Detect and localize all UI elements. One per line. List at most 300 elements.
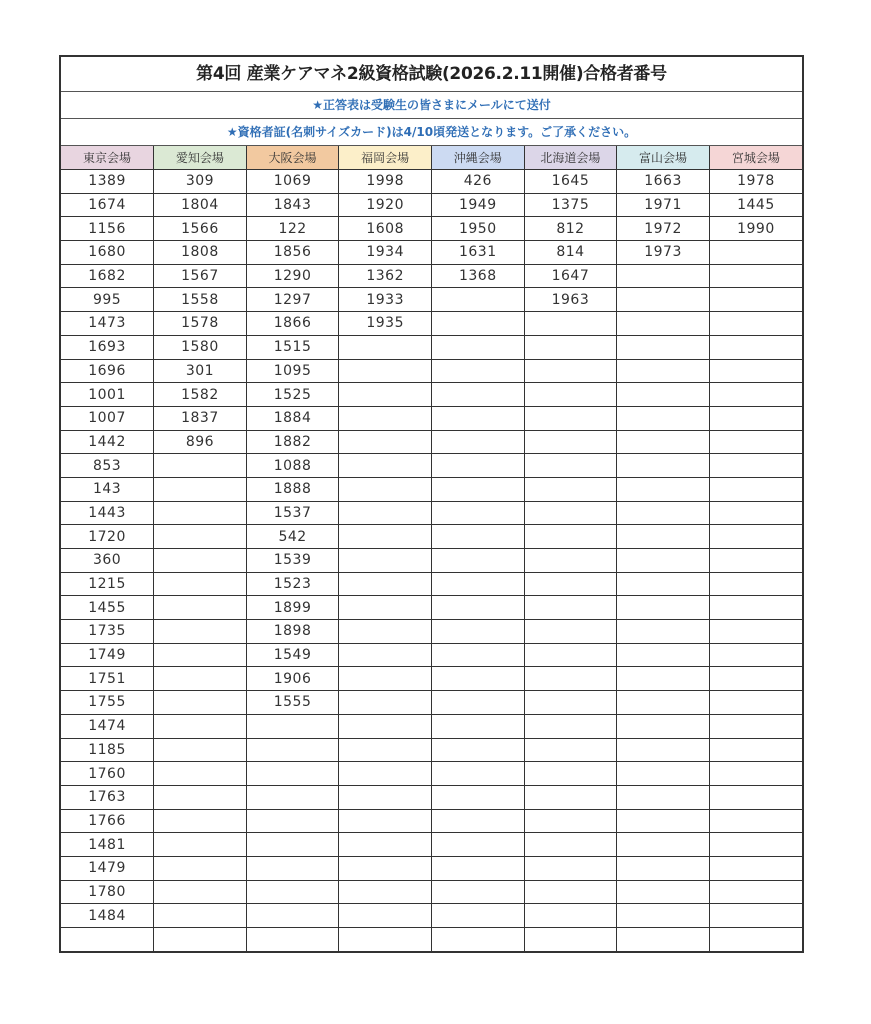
passer-number-cell (617, 288, 710, 312)
passer-number-cell (154, 620, 247, 644)
passer-number-cell (524, 880, 617, 904)
passer-number-cell: 1935 (339, 312, 432, 336)
table-row (61, 667, 802, 691)
table-row (61, 596, 802, 620)
passer-number-cell: 1455 (61, 596, 154, 620)
table-row (61, 880, 802, 904)
passer-number-cell (709, 856, 802, 880)
passer-number-cell: 1856 (246, 241, 339, 265)
passer-number-cell: 143 (61, 477, 154, 501)
passer-number-cell (154, 785, 247, 809)
passer-number-cell: 896 (154, 430, 247, 454)
venue-header: 沖縄会場 (432, 146, 525, 170)
passer-number-cell (154, 501, 247, 525)
passer-number-cell (709, 359, 802, 383)
passer-number-cell: 1735 (61, 620, 154, 644)
passer-number-cell (524, 904, 617, 928)
table-row (61, 501, 802, 525)
passer-number-cell (524, 454, 617, 478)
passer-number-cell: 1696 (61, 359, 154, 383)
passer-number-cell (339, 477, 432, 501)
passer-number-cell: 1780 (61, 880, 154, 904)
table-row (61, 833, 802, 857)
passer-number-cell (432, 454, 525, 478)
passer-number-cell (339, 501, 432, 525)
passer-number-cell (617, 596, 710, 620)
passer-number-cell (709, 928, 802, 951)
passer-number-cell (709, 714, 802, 738)
passer-number-cell (709, 549, 802, 573)
passer-number-cell (524, 406, 617, 430)
passer-number-cell (432, 383, 525, 407)
passer-number-cell: 1095 (246, 359, 339, 383)
passer-number-cell (617, 904, 710, 928)
passer-number-cell (524, 383, 617, 407)
passer-number-cell: 1156 (61, 217, 154, 241)
venue-header: 愛知会場 (154, 146, 247, 170)
passer-number-cell (432, 477, 525, 501)
passer-number-cell: 1971 (617, 193, 710, 217)
note-answer-sheet: ★正答表は受験生の皆さまにメールにて送付 (61, 92, 802, 119)
passer-number-cell (617, 833, 710, 857)
passer-number-cell (154, 738, 247, 762)
passer-number-cell (246, 785, 339, 809)
passer-number-cell: 1990 (709, 217, 802, 241)
passer-number-cell: 1566 (154, 217, 247, 241)
passer-number-cell: 1808 (154, 241, 247, 265)
passer-number-cell (617, 809, 710, 833)
passer-number-cell (617, 264, 710, 288)
passer-number-cell: 1362 (339, 264, 432, 288)
passer-number-cell: 1368 (432, 264, 525, 288)
passer-number-cell (524, 643, 617, 667)
passer-number-cell: 360 (61, 549, 154, 573)
passer-number-cell: 1389 (61, 170, 154, 194)
passer-number-cell (154, 714, 247, 738)
passer-number-cell: 1525 (246, 383, 339, 407)
passer-number-cell (617, 477, 710, 501)
passer-number-cell (339, 430, 432, 454)
passer-number-cell: 1866 (246, 312, 339, 336)
passer-number-cell: 1442 (61, 430, 154, 454)
passer-number-cell (432, 714, 525, 738)
passer-number-cell: 1906 (246, 667, 339, 691)
passer-number-cell: 1973 (617, 241, 710, 265)
passer-number-cell (339, 691, 432, 715)
passer-number-cell: 1882 (246, 430, 339, 454)
passer-number-cell: 1481 (61, 833, 154, 857)
passer-number-cell (339, 809, 432, 833)
passer-number-cell (246, 762, 339, 786)
table-row (61, 620, 802, 644)
passer-number-cell (709, 596, 802, 620)
passer-number-cell (709, 383, 802, 407)
passer-number-cell (524, 785, 617, 809)
passer-number-cell (524, 477, 617, 501)
passer-number-cell (339, 904, 432, 928)
passer-number-cell (432, 904, 525, 928)
passer-number-cell: 1549 (246, 643, 339, 667)
note-certificate: ★資格者証(名刺サイズカード)は4/10頃発送となります。ご了承ください。 (61, 119, 802, 146)
passer-number-cell (154, 904, 247, 928)
passer-number-cell (617, 572, 710, 596)
table-row (61, 904, 802, 928)
passer-number-cell (339, 785, 432, 809)
passer-number-cell (709, 904, 802, 928)
passer-number-cell: 1804 (154, 193, 247, 217)
passer-number-cell: 1898 (246, 620, 339, 644)
passer-number-cell (246, 738, 339, 762)
passer-number-sheet (59, 55, 804, 953)
passer-number-cell (339, 572, 432, 596)
passer-number-cell (339, 762, 432, 786)
table-row (61, 264, 802, 288)
passer-number-cell: 1682 (61, 264, 154, 288)
passer-number-cell (709, 762, 802, 786)
table-row (61, 383, 802, 407)
passer-number-cell (524, 856, 617, 880)
passer-number-cell (339, 738, 432, 762)
passer-number-cell: 1888 (246, 477, 339, 501)
passer-number-cell (154, 572, 247, 596)
passer-number-cell (709, 667, 802, 691)
passer-number-cell (617, 383, 710, 407)
passer-number-cell (617, 620, 710, 644)
table-row (61, 738, 802, 762)
table-row (61, 241, 802, 265)
passer-number-cell: 1647 (524, 264, 617, 288)
table-row (61, 856, 802, 880)
passer-number-cell (432, 785, 525, 809)
passer-number-cell (524, 667, 617, 691)
passer-number-cell: 812 (524, 217, 617, 241)
passer-number-cell (617, 762, 710, 786)
passer-number-cell (524, 335, 617, 359)
passer-number-cell (154, 549, 247, 573)
passer-number-cell (617, 738, 710, 762)
passer-number-cell (246, 880, 339, 904)
passer-number-cell (246, 856, 339, 880)
passer-number-cell (709, 406, 802, 430)
passer-number-cell: 1608 (339, 217, 432, 241)
passer-number-cell (339, 620, 432, 644)
table-row (61, 477, 802, 501)
passer-table-body (61, 170, 802, 951)
passer-number-cell (617, 856, 710, 880)
venue-header: 大阪会場 (246, 146, 339, 170)
passer-number-cell: 1693 (61, 335, 154, 359)
passer-number-cell (154, 667, 247, 691)
passer-number-cell: 1663 (617, 170, 710, 194)
passer-number-cell: 1445 (709, 193, 802, 217)
passer-number-cell: 1680 (61, 241, 154, 265)
passer-number-cell: 1515 (246, 335, 339, 359)
passer-number-cell (524, 596, 617, 620)
passer-number-cell: 1069 (246, 170, 339, 194)
passer-number-cell (617, 643, 710, 667)
passer-number-cell (246, 928, 339, 951)
passer-number-cell: 1645 (524, 170, 617, 194)
passer-number-cell (617, 691, 710, 715)
passer-number-cell (154, 643, 247, 667)
passer-number-cell (617, 928, 710, 951)
passer-number-cell (709, 691, 802, 715)
passer-number-cell: 1473 (61, 312, 154, 336)
passer-number-cell (524, 572, 617, 596)
passer-number-cell (339, 928, 432, 951)
passer-number-cell (339, 454, 432, 478)
venue-header: 東京会場 (61, 146, 154, 170)
passer-number-cell (339, 406, 432, 430)
passer-number-cell (154, 596, 247, 620)
passer-number-cell (432, 501, 525, 525)
passer-number-cell (154, 856, 247, 880)
passer-number-cell (246, 833, 339, 857)
passer-number-cell: 1001 (61, 383, 154, 407)
passer-number-cell (709, 880, 802, 904)
passer-number-cell (524, 501, 617, 525)
passer-number-cell (617, 714, 710, 738)
venue-header: 宮城会場 (709, 146, 802, 170)
passer-number-cell (709, 833, 802, 857)
passer-number-cell: 426 (432, 170, 525, 194)
table-row (61, 288, 802, 312)
passer-number-cell: 995 (61, 288, 154, 312)
passer-number-cell (524, 928, 617, 951)
passer-number-cell (339, 549, 432, 573)
passer-number-cell (432, 288, 525, 312)
table-row (61, 762, 802, 786)
passer-number-cell (154, 477, 247, 501)
passer-number-cell: 1474 (61, 714, 154, 738)
passer-number-cell: 1523 (246, 572, 339, 596)
passer-number-cell (709, 241, 802, 265)
passer-number-cell (246, 809, 339, 833)
passer-number-cell: 1479 (61, 856, 154, 880)
passer-number-cell (524, 549, 617, 573)
table-row (61, 312, 802, 336)
passer-number-cell (432, 620, 525, 644)
passer-number-cell: 1760 (61, 762, 154, 786)
table-row (61, 928, 802, 951)
passer-number-cell (432, 549, 525, 573)
passer-number-cell (617, 430, 710, 454)
passer-number-cell (617, 335, 710, 359)
passer-number-cell (617, 312, 710, 336)
passer-number-cell (709, 335, 802, 359)
passer-number-cell (524, 359, 617, 383)
passer-number-cell: 1539 (246, 549, 339, 573)
passer-number-cell (339, 383, 432, 407)
passer-number-cell (154, 454, 247, 478)
passer-number-cell: 1899 (246, 596, 339, 620)
passer-number-cell: 1920 (339, 193, 432, 217)
passer-number-cell (709, 620, 802, 644)
passer-number-cell (617, 454, 710, 478)
passer-number-cell (432, 928, 525, 951)
table-row (61, 809, 802, 833)
passer-number-cell: 1631 (432, 241, 525, 265)
passer-number-cell (339, 667, 432, 691)
passer-number-cell: 1185 (61, 738, 154, 762)
passer-number-cell: 1749 (61, 643, 154, 667)
passer-number-cell (709, 643, 802, 667)
passer-number-cell (246, 904, 339, 928)
table-row (61, 406, 802, 430)
passer-number-cell: 1558 (154, 288, 247, 312)
passer-number-cell: 1290 (246, 264, 339, 288)
sheet-title: 第4回 産業ケアマネ2級資格試験(2026.2.11開催)合格者番号 (61, 57, 802, 92)
passer-number-cell (432, 430, 525, 454)
passer-number-cell (432, 572, 525, 596)
passer-number-cell (524, 691, 617, 715)
passer-number-cell (154, 762, 247, 786)
table-row (61, 170, 802, 194)
passer-number-cell (61, 928, 154, 951)
passer-number-cell: 1963 (524, 288, 617, 312)
passer-number-cell (709, 312, 802, 336)
table-row (61, 335, 802, 359)
passer-number-cell: 1578 (154, 312, 247, 336)
passer-number-cell (432, 406, 525, 430)
passer-number-cell (432, 880, 525, 904)
passer-number-cell (709, 785, 802, 809)
table-row (61, 785, 802, 809)
table-row (61, 549, 802, 573)
passer-number-cell: 853 (61, 454, 154, 478)
venue-header: 福岡会場 (339, 146, 432, 170)
passer-number-cell: 1567 (154, 264, 247, 288)
venue-header: 富山会場 (617, 146, 710, 170)
passer-number-cell (432, 335, 525, 359)
table-row (61, 454, 802, 478)
passer-number-cell (617, 359, 710, 383)
passer-number-cell (154, 880, 247, 904)
passer-number-cell (432, 856, 525, 880)
passer-table (61, 146, 802, 951)
passer-number-cell (524, 714, 617, 738)
passer-number-cell: 1978 (709, 170, 802, 194)
table-row (61, 714, 802, 738)
passer-number-cell (709, 501, 802, 525)
passer-number-cell (709, 809, 802, 833)
passer-number-cell (524, 312, 617, 336)
passer-number-cell (709, 477, 802, 501)
passer-number-cell (154, 691, 247, 715)
passer-number-cell (709, 454, 802, 478)
passer-number-cell (709, 430, 802, 454)
passer-number-cell: 1215 (61, 572, 154, 596)
passer-number-cell: 309 (154, 170, 247, 194)
table-row (61, 691, 802, 715)
passer-number-cell (339, 643, 432, 667)
passer-number-cell: 814 (524, 241, 617, 265)
passer-number-cell (709, 572, 802, 596)
passer-number-cell (339, 359, 432, 383)
table-row (61, 430, 802, 454)
passer-number-cell: 1933 (339, 288, 432, 312)
passer-number-cell (617, 525, 710, 549)
passer-number-cell (339, 833, 432, 857)
passer-number-cell (617, 667, 710, 691)
passer-number-cell: 301 (154, 359, 247, 383)
passer-number-cell (432, 809, 525, 833)
venue-header-row (61, 146, 802, 170)
passer-number-cell (524, 430, 617, 454)
passer-number-cell (154, 928, 247, 951)
passer-number-cell: 1950 (432, 217, 525, 241)
passer-number-cell: 1751 (61, 667, 154, 691)
passer-number-cell (432, 762, 525, 786)
passer-number-cell (339, 880, 432, 904)
passer-number-cell: 1763 (61, 785, 154, 809)
passer-number-cell: 1443 (61, 501, 154, 525)
passer-number-cell (432, 312, 525, 336)
passer-number-cell: 122 (246, 217, 339, 241)
passer-number-cell (432, 667, 525, 691)
table-row (61, 193, 802, 217)
passer-number-cell: 1843 (246, 193, 339, 217)
passer-number-cell (339, 596, 432, 620)
passer-number-cell: 1755 (61, 691, 154, 715)
table-row (61, 572, 802, 596)
passer-number-cell: 1537 (246, 501, 339, 525)
passer-number-cell: 1884 (246, 406, 339, 430)
passer-number-cell (339, 714, 432, 738)
passer-number-cell (432, 643, 525, 667)
passer-number-cell (432, 359, 525, 383)
table-row (61, 359, 802, 383)
passer-number-cell (617, 501, 710, 525)
passer-number-cell: 1720 (61, 525, 154, 549)
passer-number-cell: 1837 (154, 406, 247, 430)
table-row (61, 643, 802, 667)
passer-number-cell: 1375 (524, 193, 617, 217)
passer-number-cell (246, 714, 339, 738)
passer-number-cell (709, 738, 802, 762)
passer-number-cell (432, 833, 525, 857)
passer-number-cell (524, 738, 617, 762)
passer-number-cell (339, 525, 432, 549)
passer-number-cell (524, 620, 617, 644)
passer-number-cell (339, 856, 432, 880)
passer-number-cell (524, 809, 617, 833)
passer-number-cell (154, 833, 247, 857)
passer-number-cell: 542 (246, 525, 339, 549)
passer-number-cell: 1934 (339, 241, 432, 265)
passer-number-cell (617, 406, 710, 430)
venue-header: 北海道会場 (524, 146, 617, 170)
passer-number-cell (339, 335, 432, 359)
passer-number-cell: 1555 (246, 691, 339, 715)
passer-number-cell (154, 525, 247, 549)
passer-number-cell: 1674 (61, 193, 154, 217)
passer-number-cell: 1297 (246, 288, 339, 312)
passer-number-cell (432, 738, 525, 762)
passer-number-cell: 1582 (154, 383, 247, 407)
passer-number-cell (154, 809, 247, 833)
passer-number-cell (709, 525, 802, 549)
passer-number-cell: 1484 (61, 904, 154, 928)
passer-number-cell: 1766 (61, 809, 154, 833)
passer-number-cell: 1007 (61, 406, 154, 430)
passer-number-cell: 1998 (339, 170, 432, 194)
passer-number-cell (432, 691, 525, 715)
table-row (61, 217, 802, 241)
passer-number-cell: 1088 (246, 454, 339, 478)
passer-number-cell (709, 288, 802, 312)
passer-number-cell (524, 762, 617, 786)
